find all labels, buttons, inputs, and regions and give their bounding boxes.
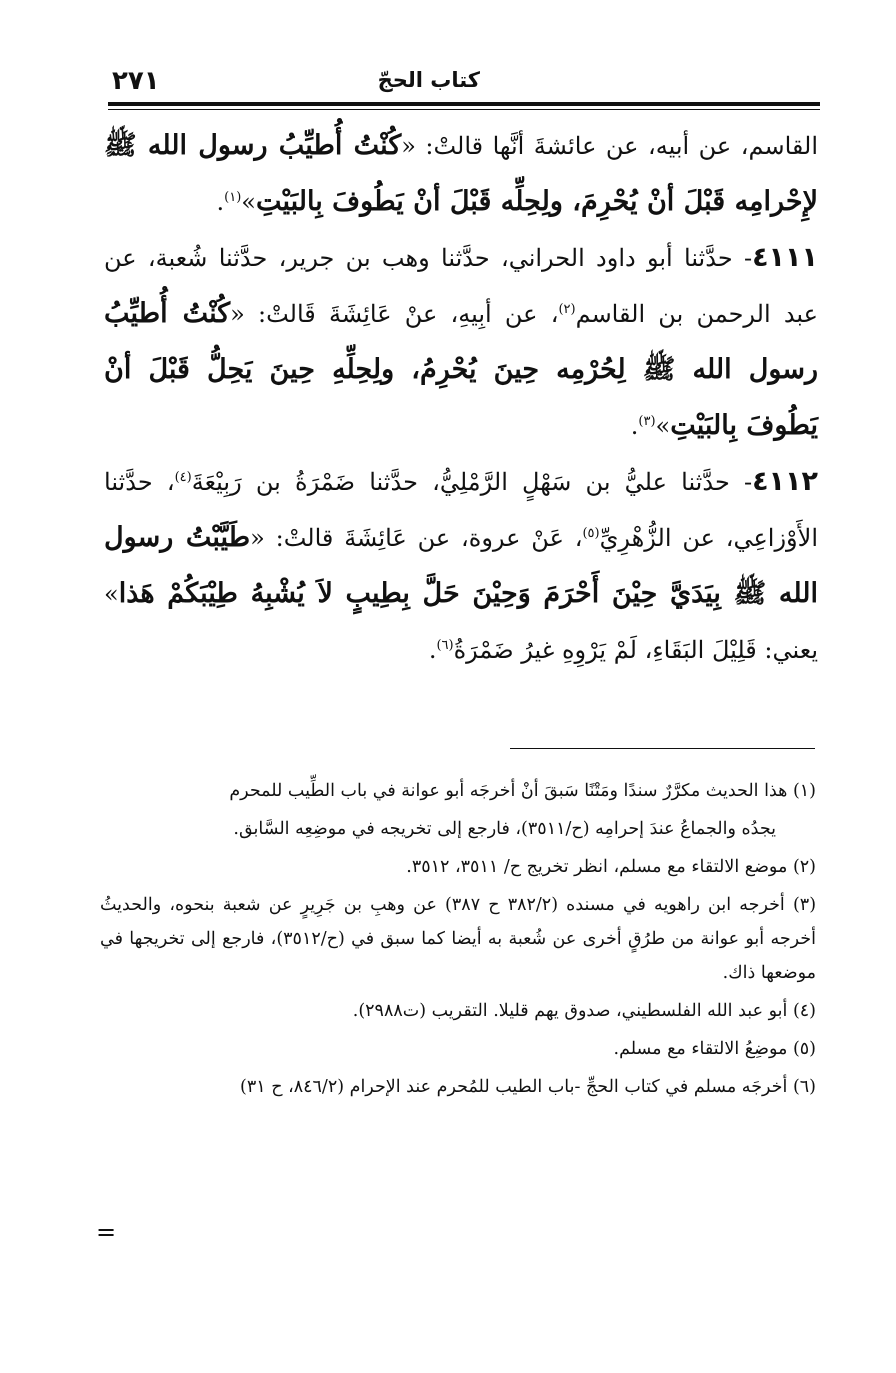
footnote-ref: (٥) <box>582 526 600 541</box>
footnote-ref: (٤) <box>174 470 192 485</box>
isnad-text: - حدَّثنا عليُّ بن سَهْلٍ الرَّمْلِيُّ، حدَّثنا ضَمْرَةُ بن رَبِيْعَةَ <box>191 468 753 496</box>
text-run: » <box>241 188 256 216</box>
footnote-1 <box>100 774 816 808</box>
footnote-ref: (٣) <box>638 414 656 429</box>
isnad-text: - حدَّثنا أبو داود الحراني، حدَّثنا وهب بن جرير، حدَّثنا شُعبة، عن عبد الرحمن بن القاسم <box>104 244 818 328</box>
footnote-number: (٦) <box>792 1077 816 1097</box>
isnad-text: ، عَنْ عروة، عن عَائِشَةَ قالتْ: « <box>250 524 583 552</box>
footnote-4 <box>100 994 816 1028</box>
footnote-6 <box>100 1070 816 1104</box>
footnote-2 <box>100 850 816 884</box>
footnote-3 <box>100 888 816 990</box>
hadith-matn: طَيَّبْتُ رسول الله ﷺ بِيَدَيَّ حِيْنَ أَحْرَمَ وَحِيْنَ حَلَّ بِطِيبٍ لاَ يُشْبِهُ طِيْبَكُمْ هَذا <box>104 522 818 609</box>
isnad-text: ، عن أبِيهِ، عنْ عَائِشَةَ قَالتْ: « <box>230 300 559 328</box>
footnote-number: (١) <box>792 781 816 801</box>
footnote-number: (٥) <box>792 1039 816 1059</box>
footnote-text: أخرجَه مسلم في كتاب الحجِّ -باب الطيب للمُحرم عند الإحرام (٨٤٦/٢، ح ٣١) <box>240 1077 788 1097</box>
hadith-number: ٤١١١ <box>752 242 818 273</box>
text-run: . <box>216 188 225 216</box>
isnad-text: ، حدَّثنا الأَوْزاعِي، عن الزُّهْرِيِّ <box>104 468 818 552</box>
hadith-matn: كُنْتُ أُطيِّبُ رسول الله ﷺ لِحُرْمِه حِينَ يُحْرِمُ، ولِحِلِّهِ حِينَ يَحِلُّ قَبْلَ أنْ يَطُوفَ بِالبَيْتِ <box>104 298 818 441</box>
chapter-title: كتاب الحجّ <box>377 68 480 92</box>
footnote-ref: (١) <box>224 190 242 205</box>
footnote-text: أخرجه ابن راهويه في مسنده (٣٨٢/٢ ح ٣٨٧) عن وهبِ بن جَرِيرٍ عن شعبة بنحوه، والحديثُ أخرجه أبو عوانة من طرُقٍ أخرى عن شُعبة به أيضا كما سبق في (ح/٣٥١٢)، فارجع إلى تخريجها في موضعها ذاك. <box>100 895 816 983</box>
footnote-text: هذا الحديث مكرَّرٌ سندًا ومَتْنًا سَبقَ أنْ أخرجَه أبو عوانة في باب الطِّيب للمحرم <box>229 781 788 801</box>
hadith-number: ٤١١٢ <box>752 466 818 497</box>
footnote-text: يجدُه والجماعُ عندَ إحرامِه (ح/٣٥١١)، فارجع إلى تخريجه في موضِعِه السَّابق. <box>233 819 776 839</box>
paragraph-continuation <box>104 118 818 230</box>
footnote-separator <box>510 748 815 749</box>
text-run: » يعني: قَلِيْلَ البَقَاءِ، لَمْ يَرْوِهِ غيرُ ضَمْرَةُ <box>104 580 818 664</box>
running-header <box>108 66 820 100</box>
footnotes <box>100 774 816 1108</box>
main-text <box>104 118 818 678</box>
footnote-5 <box>100 1032 816 1066</box>
hadith-4112 <box>104 454 818 678</box>
footnote-ref: (٢) <box>558 302 576 317</box>
text-run: . <box>428 636 437 664</box>
header-rule-thick <box>108 102 820 106</box>
header-rule-thin <box>108 109 820 110</box>
hadith-matn: كُنْتُ أُطيِّبُ رسول الله ﷺ لإِحْرامِه قَبْلَ أنْ يُحْرِمَ، ولِحِلِّه قَبْلَ أنْ يَطُوفَ بِالبَيْتِ <box>104 130 818 217</box>
footnote-number: (٣) <box>792 895 817 915</box>
text-run: . <box>630 412 639 440</box>
page-number: ٢٧١ <box>112 66 160 96</box>
continuation-mark: = <box>96 1218 117 1246</box>
footnote-number: (٢) <box>792 857 816 877</box>
footnote-text: موضع الالتقاء مع مسلم، انظر تخريج ح/ ٣٥١١، ٣٥١٢. <box>406 857 788 877</box>
footnote-1-continued <box>100 812 816 846</box>
footnote-number: (٤) <box>792 1001 816 1021</box>
footnote-ref: (٦) <box>436 638 454 653</box>
hadith-4111 <box>104 230 818 454</box>
footnote-text: أبو عبد الله الفلسطيني، صدوق يهم قليلا. التقريب (ت٢٩٨٨). <box>352 1001 788 1021</box>
text-run: » <box>655 412 671 440</box>
footnote-text: موضِعُ الالتقاء مع مسلم. <box>613 1039 788 1059</box>
text-run: القاسم، عن أبيه، عن عائشةَ أنَّها قالتْ: « <box>401 132 818 160</box>
